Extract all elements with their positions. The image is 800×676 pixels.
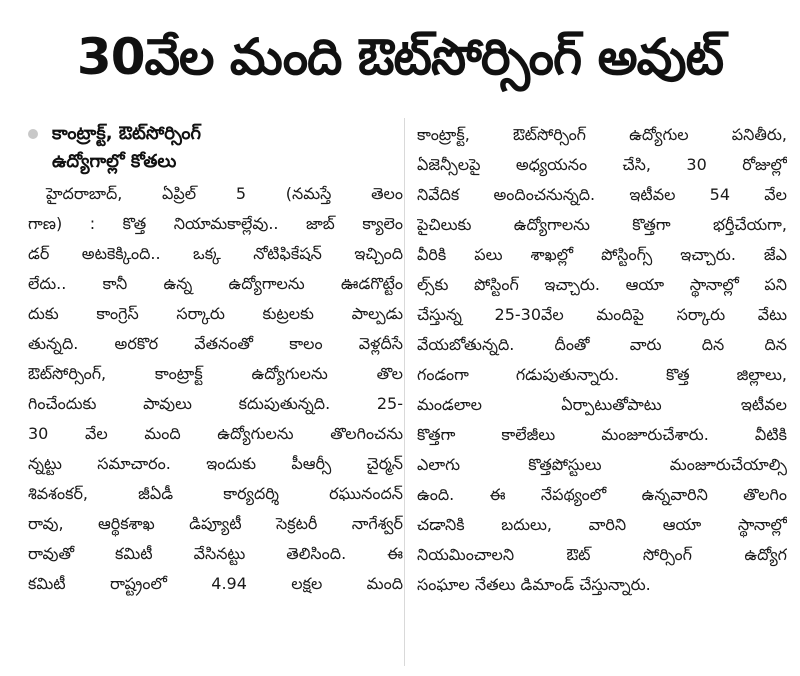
left-line-12: రావు, ఆర్థికశాఖ డిప్యూటీ సెక్రటరీ నాగేశ్వర్	[28, 514, 403, 533]
subheading	[28, 120, 403, 176]
left-line-7: ఔట్‌సోర్సింగ్, కాంట్రాక్ట్ ఉద్యోగులను తొల	[28, 364, 403, 383]
left-line-4: లేదు.. కానీ ఉన్న ఉద్యోగాలను ఊడగొట్టేం	[28, 274, 403, 293]
right-line-10: మండలాల ఏర్పాటుతోపాటు ఇటీవల	[417, 395, 787, 414]
left-line-5: దుకు కాంగ్రెస్ సర్కారు కుట్రలకు పాల్పడు	[28, 304, 403, 323]
right-line-14: చడానికి బదులు, వారిని ఆయా స్థానాల్లో	[417, 515, 787, 534]
left-line-9: 30 వేల మంది ఉద్యోగులను తొలగించను	[28, 424, 403, 443]
right-line-6: ల్స్‌కు పోస్టింగ్ ఇచ్చారు. ఆయా స్థానాల్లో పని	[417, 275, 787, 294]
left-line-1: హైదరాబాద్, ఏప్రిల్ 5 (నమస్తే తెలం	[46, 184, 403, 203]
right-column	[417, 120, 787, 600]
right-line-11: కొత్తగా కాలేజీలు మంజూరుచేశారు. వీటికి	[417, 425, 787, 444]
subheading-line-2: ఉద్యోగాల్లో కోతలు	[52, 151, 177, 172]
right-line-9: గండంగా గడుపుతున్నారు. కొత్త జిల్లాలు,	[417, 365, 787, 384]
right-line-12: ఎలాగు కొత్తపోస్టులు మంజూరుచేయాల్సి	[417, 455, 787, 474]
left-line-3: డర్ అటకెక్కింది.. ఒక్క నోటిఫికేషన్ ఇచ్చింది	[28, 244, 403, 263]
right-line-2: ఏజెన్సీలపై అధ్యయనం చేసి, 30 రోజుల్లో	[417, 155, 787, 174]
right-line-4: పైచిలుకు ఉద్యోగాలను కొత్తగా భర్తీచేయగా,	[417, 215, 787, 234]
left-line-10: న్నట్టు సమాచారం. ఇందుకు పీఆర్సీ చైర్మన్	[28, 454, 403, 473]
left-line-2: గాణ) : కొత్త నియామకాల్లేవు.. జాబ్ క్యాలెం	[28, 214, 403, 233]
bullet-icon	[28, 129, 38, 139]
right-line-15: నియమించాలని ఔట్ సోర్సింగ్ ఉద్యోగ	[417, 545, 787, 564]
headline: 30వేల మంది ఔట్‌సోర్సింగ్ అవుట్	[76, 28, 724, 86]
right-line-8: వేయబోతున్నది. దీంతో వారు దిన దిన	[417, 335, 787, 354]
left-line-13: రావుతో కమిటీ వేసినట్టు తెలిసింది. ఈ	[28, 544, 403, 563]
subheading-line-1: కాంట్రాక్ట్, ఔట్‌సోర్సింగ్	[52, 123, 202, 144]
left-line-6: తున్నది. అరకొర వేతనంతో కాలం వెళ్లదీసే	[28, 334, 403, 353]
left-line-8: గించేందుకు పావులు కదుపుతున్నది. 25-	[28, 394, 403, 413]
right-line-3: నివేదిక అందించనున్నది. ఇటీవల 54 వేల	[417, 185, 787, 204]
right-line-5: వీరికి పలు శాఖల్లో పోస్టింగ్స్ ఇచ్చారు. జేఎ	[417, 245, 787, 264]
right-line-7: చేస్తున్న 25-30వేల మందిపై సర్కారు వేటు	[417, 305, 787, 324]
right-line-16: సంఘాల నేతలు డిమాండ్ చేస్తున్నారు.	[417, 575, 651, 594]
right-line-1: కాంట్రాక్ట్, ఔట్‌సోర్సింగ్ ఉద్యోగుల పనితీరు,	[417, 125, 787, 144]
left-line-11: శివశంకర్, జీఏడీ కార్యదర్శి రఘునందన్	[28, 484, 403, 503]
left-column	[28, 120, 403, 599]
left-line-14: కమిటీ రాష్ట్రంలో 4.94 లక్షల మంది	[28, 574, 403, 593]
column-divider	[404, 118, 405, 666]
right-line-13: ఉంది. ఈ నేపథ్యంలో ఉన్నవారిని తొలగిం	[417, 485, 787, 504]
